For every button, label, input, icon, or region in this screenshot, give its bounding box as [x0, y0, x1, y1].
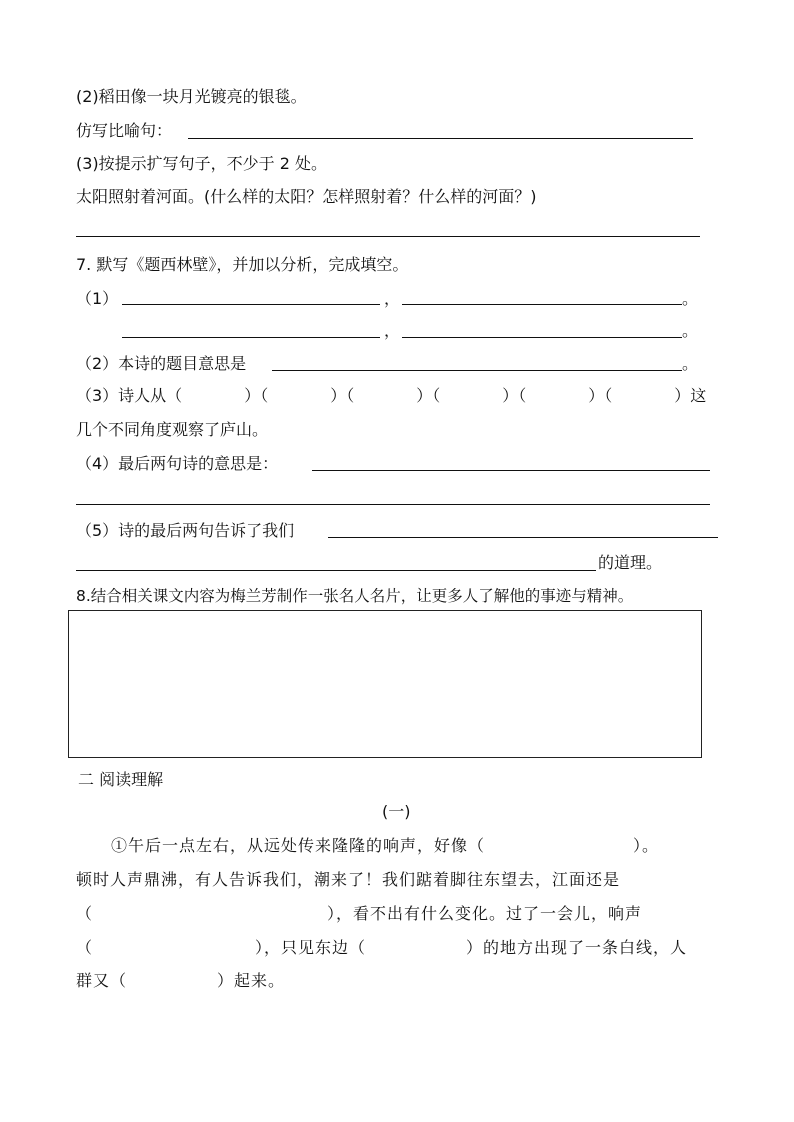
q7-p4-blank-2[interactable]	[76, 504, 710, 505]
q7-p1-label: （1）	[76, 289, 119, 308]
q7-poem-line3-blank[interactable]	[122, 337, 380, 338]
q7-p3-end: ）这	[674, 386, 707, 405]
q7-period-2: 。	[682, 321, 699, 340]
passage-line-4-a: （	[76, 938, 94, 957]
q7-p2-blank[interactable]	[272, 370, 682, 371]
q7-p5-end: 的道理。	[598, 553, 663, 572]
q7-period-3: 。	[682, 354, 699, 373]
passage-line-5	[76, 970, 285, 992]
passage-line-3-b: ），看不出有什么变化。过了一会儿，响声	[327, 904, 643, 923]
passage-line-5-a: 群又（	[76, 971, 128, 990]
q7-paren-5: ）（	[588, 386, 613, 405]
q6-item2: (2)稻田像一块月光镀亮的银毯。	[76, 87, 307, 106]
q7-paren-4: ）（	[502, 386, 527, 405]
q7-p3-start: （3）诗人从（	[76, 386, 183, 405]
passage-line-4-c: ）的地方出现了一条白线，人	[466, 938, 688, 957]
q7-period-1: 。	[682, 289, 699, 308]
q7-comma-2: ，	[384, 321, 401, 340]
q7-title: 7. 默写《题西林壁》，并加以分析，完成填空。	[76, 255, 409, 274]
q7-p3-cont: 几个不同角度观察了庐山。	[76, 420, 269, 439]
q7-p4-label: （4）最后两句诗的意思是：	[76, 454, 279, 473]
passage-line-4-b: ），只见东边（	[255, 938, 367, 957]
q6-item3-answer-line[interactable]	[76, 236, 700, 237]
q7-paren-2: ）（	[330, 386, 355, 405]
q6-item3-sentence: 太阳照射着河面。(什么样的太阳？怎样照射着？什么样的河面？)	[76, 187, 537, 206]
q7-poem-line2-blank[interactable]	[402, 304, 682, 305]
q7-p4-blank-1[interactable]	[312, 470, 710, 471]
passage-line-1-a: ①午后一点左右，从远处传来隆隆的响声，好像（	[111, 836, 486, 855]
q7-p5-label: （5）诗的最后两句告诉了我们	[76, 521, 295, 540]
q7-poem-line1-blank[interactable]	[122, 304, 380, 305]
q6-item2-prompt: 仿写比喻句：	[76, 121, 173, 140]
q7-paren-1: ）（	[244, 386, 269, 405]
passage-line-3-a: （	[76, 904, 94, 923]
section2-title: 二 阅读理解	[78, 770, 164, 789]
passage-line-3	[76, 903, 642, 925]
q7-p5-blank-2[interactable]	[76, 570, 596, 571]
section2-subtitle: (一)	[382, 802, 411, 821]
q7-comma-1: ，	[384, 289, 401, 308]
q7-p5-blank-1[interactable]	[328, 537, 718, 538]
name-card-answer-box[interactable]	[68, 610, 702, 758]
passage-line-5-b: ）起来。	[217, 971, 286, 990]
q6-item2-answer-line[interactable]	[188, 138, 693, 139]
passage-line-4	[76, 937, 687, 959]
passage-line-1	[111, 835, 659, 857]
q6-item3: (3)按提示扩写句子，不少于 2 处。	[76, 154, 328, 173]
q7-paren-3: ）（	[416, 386, 441, 405]
q7-p3-line	[76, 385, 706, 407]
passage-line-1-b: ）。	[633, 836, 660, 855]
q8-title: 8.结合相关课文内容为梅兰芳制作一张名人名片，让更多人了解他的事迹与精神。	[76, 587, 634, 605]
q7-p2-label: （2）本诗的题目意思是	[76, 354, 247, 373]
passage-line-2: 顿时人声鼎沸，有人告诉我们，潮来了！我们踮着脚往东望去，江面还是	[76, 870, 621, 889]
q7-poem-line4-blank[interactable]	[402, 337, 682, 338]
